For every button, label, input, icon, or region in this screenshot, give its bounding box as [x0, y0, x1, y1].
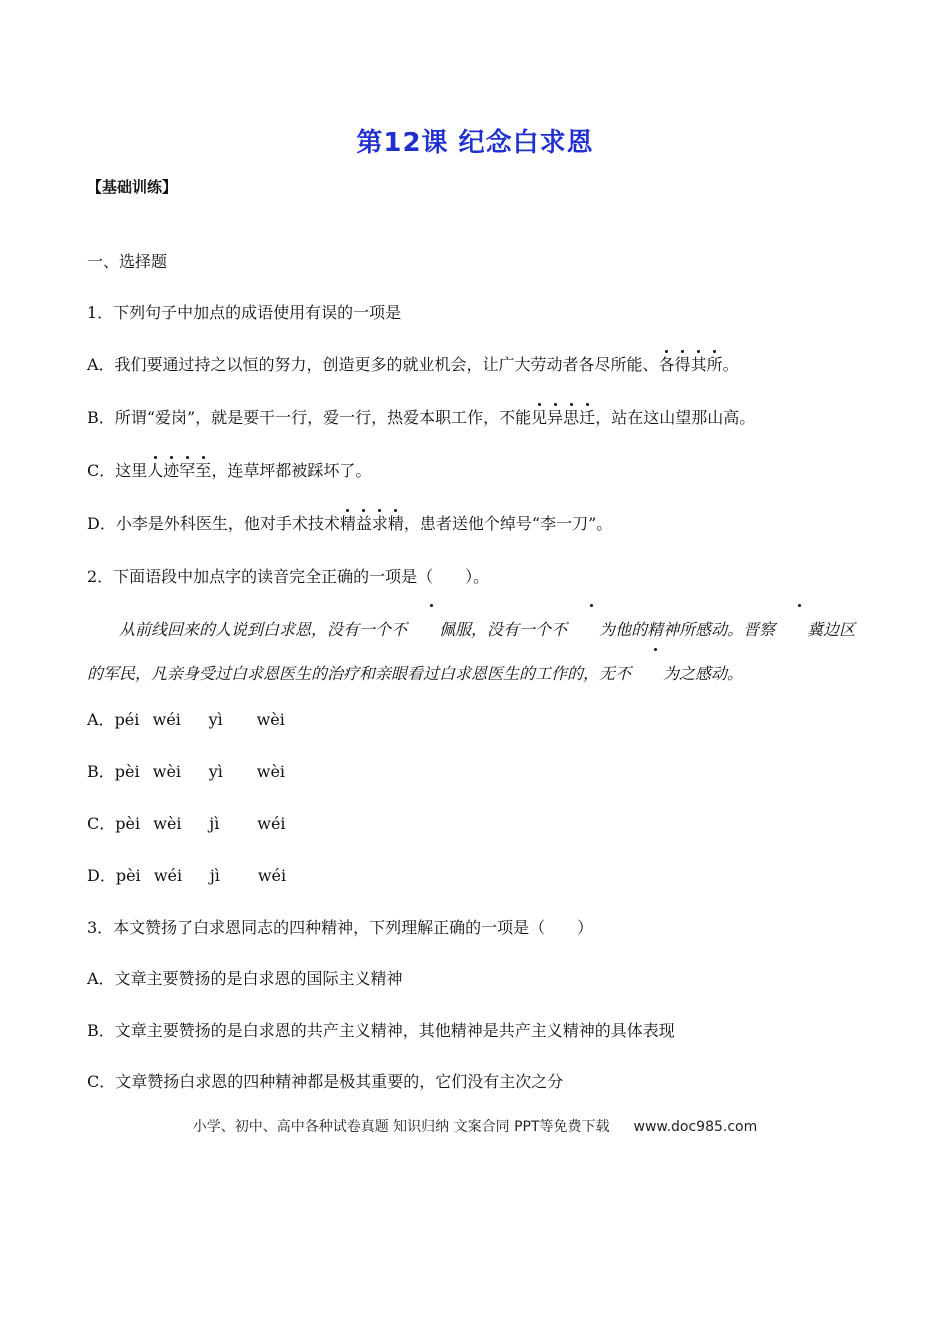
dotted-char: 为 [631, 652, 679, 696]
dotted-char: 见 [531, 408, 548, 427]
footer-url[interactable]: www.doc985.com [633, 1119, 758, 1135]
pinyin: wéi [152, 710, 181, 729]
q1-option-a [87, 354, 739, 376]
dotted-char: 各 [658, 355, 675, 374]
dotted-char: 益 [355, 514, 372, 533]
q1-a-after: 。 [722, 355, 739, 374]
pinyin: wéi [257, 814, 286, 833]
q1-d-after: ，患者送他个绰号“李一刀”。 [403, 514, 613, 533]
passage-text: 之感动。 [679, 664, 744, 683]
q1-c-after: ，连草坪都被踩坏了。 [211, 461, 372, 480]
pinyin: wéi [153, 866, 183, 885]
q3-option-b: B．文章主要赞扬的是白求恩的共产主义精神，其他精神是共产主义精神的具体表现 [87, 1021, 675, 1040]
option-code: D． [87, 866, 116, 885]
option-code: B． [87, 762, 115, 781]
q1-a-text: A．我们要通过持之以恒的努力，创造更多的就业机会，让广大劳动者各尽所能、 [87, 355, 659, 374]
q3-option-c: C．文章赞扬白求恩的四种精神都是极其重要的，它们没有主次之分 [87, 1072, 564, 1091]
dotted-char: 精 [339, 514, 356, 533]
passage-text: 从前线回来的人说到白求恩，没有一个不 [119, 620, 408, 639]
section-heading: 【基础训练】 [87, 178, 178, 196]
dotted-char: 得 [674, 355, 691, 374]
pinyin: wèi [256, 710, 285, 729]
dotted-char: 佩 [407, 608, 455, 652]
dotted-char: 迁 [579, 408, 596, 427]
q1-option-b [87, 407, 755, 429]
dotted-char: 至 [195, 461, 212, 480]
title-text: 第12课 纪念白求恩 [356, 128, 594, 158]
option-code: C． [87, 814, 116, 833]
dotted-char: 精 [387, 514, 404, 533]
pinyin: yì [208, 762, 223, 781]
q1-d-text: D．小李是外科医生，他对手术技术 [87, 514, 340, 533]
dotted-char: 人 [147, 461, 164, 480]
dotted-char: 为 [567, 608, 615, 652]
q2-stem: 2．下面语段中加点字的读音完全正确的一项是（ ）。 [87, 567, 490, 586]
page-footer [0, 1116, 950, 1136]
dotted-char: 冀 [775, 608, 823, 652]
q2-option-a [87, 709, 285, 731]
q1-option-c [87, 460, 371, 482]
dotted-char: 其 [690, 355, 707, 374]
dotted-char: 迹 [163, 461, 180, 480]
q1-option-d [87, 513, 612, 535]
q2-option-d [87, 865, 286, 887]
passage-text: 服，没有一个不 [455, 620, 568, 639]
pinyin: jì [209, 814, 220, 833]
dotted-char: 求 [371, 514, 388, 533]
q1-stem: 1．下列句子中加点的成语使用有误的一项是 [87, 303, 402, 322]
q3-stem: 3．本文赞扬了白求恩同志的四种精神，下列理解正确的一项是（ ） [87, 918, 594, 937]
footer-text: 小学、初中、高中各种试卷真题 知识归纳 文案合同 PPT等免费下载 [192, 1119, 610, 1135]
pinyin: wéi [257, 866, 287, 885]
pinyin: yì [208, 710, 223, 729]
q1-c-text: C．这里 [87, 461, 148, 480]
option-code: A． [87, 710, 115, 729]
pinyin: wèi [153, 814, 182, 833]
q2-passage [87, 608, 857, 696]
pinyin: jì [209, 866, 220, 885]
q3-option-a: A．文章主要赞扬的是白求恩的国际主义精神 [87, 969, 403, 988]
dotted-char: 思 [563, 408, 580, 427]
q2-option-b [87, 761, 285, 783]
passage-text: 边区的军民，凡亲身受过白求恩医生的治疗和亲眼看过白求恩医生的工作的，无不 [87, 620, 856, 683]
pinyin: pèi [115, 814, 141, 833]
pinyin: pèi [115, 866, 141, 885]
pinyin: péi [114, 710, 140, 729]
dotted-char: 异 [547, 408, 564, 427]
q1-b-text: B．所谓“爱岗”，就是要干一行，爱一行，热爱本职工作，不能 [87, 408, 532, 427]
q1-b-after: ，站在这山望那山高。 [595, 408, 756, 427]
page-title [0, 122, 950, 159]
part-heading: 一、选择题 [87, 252, 168, 271]
pinyin: pèi [114, 762, 140, 781]
pinyin: wèi [152, 762, 182, 781]
dotted-char: 罕 [179, 461, 196, 480]
q2-option-c [87, 813, 286, 835]
pinyin: wèi [256, 762, 286, 781]
dotted-char: 所 [706, 355, 723, 374]
passage-text: 他的精神所感动。晋察 [615, 620, 776, 639]
